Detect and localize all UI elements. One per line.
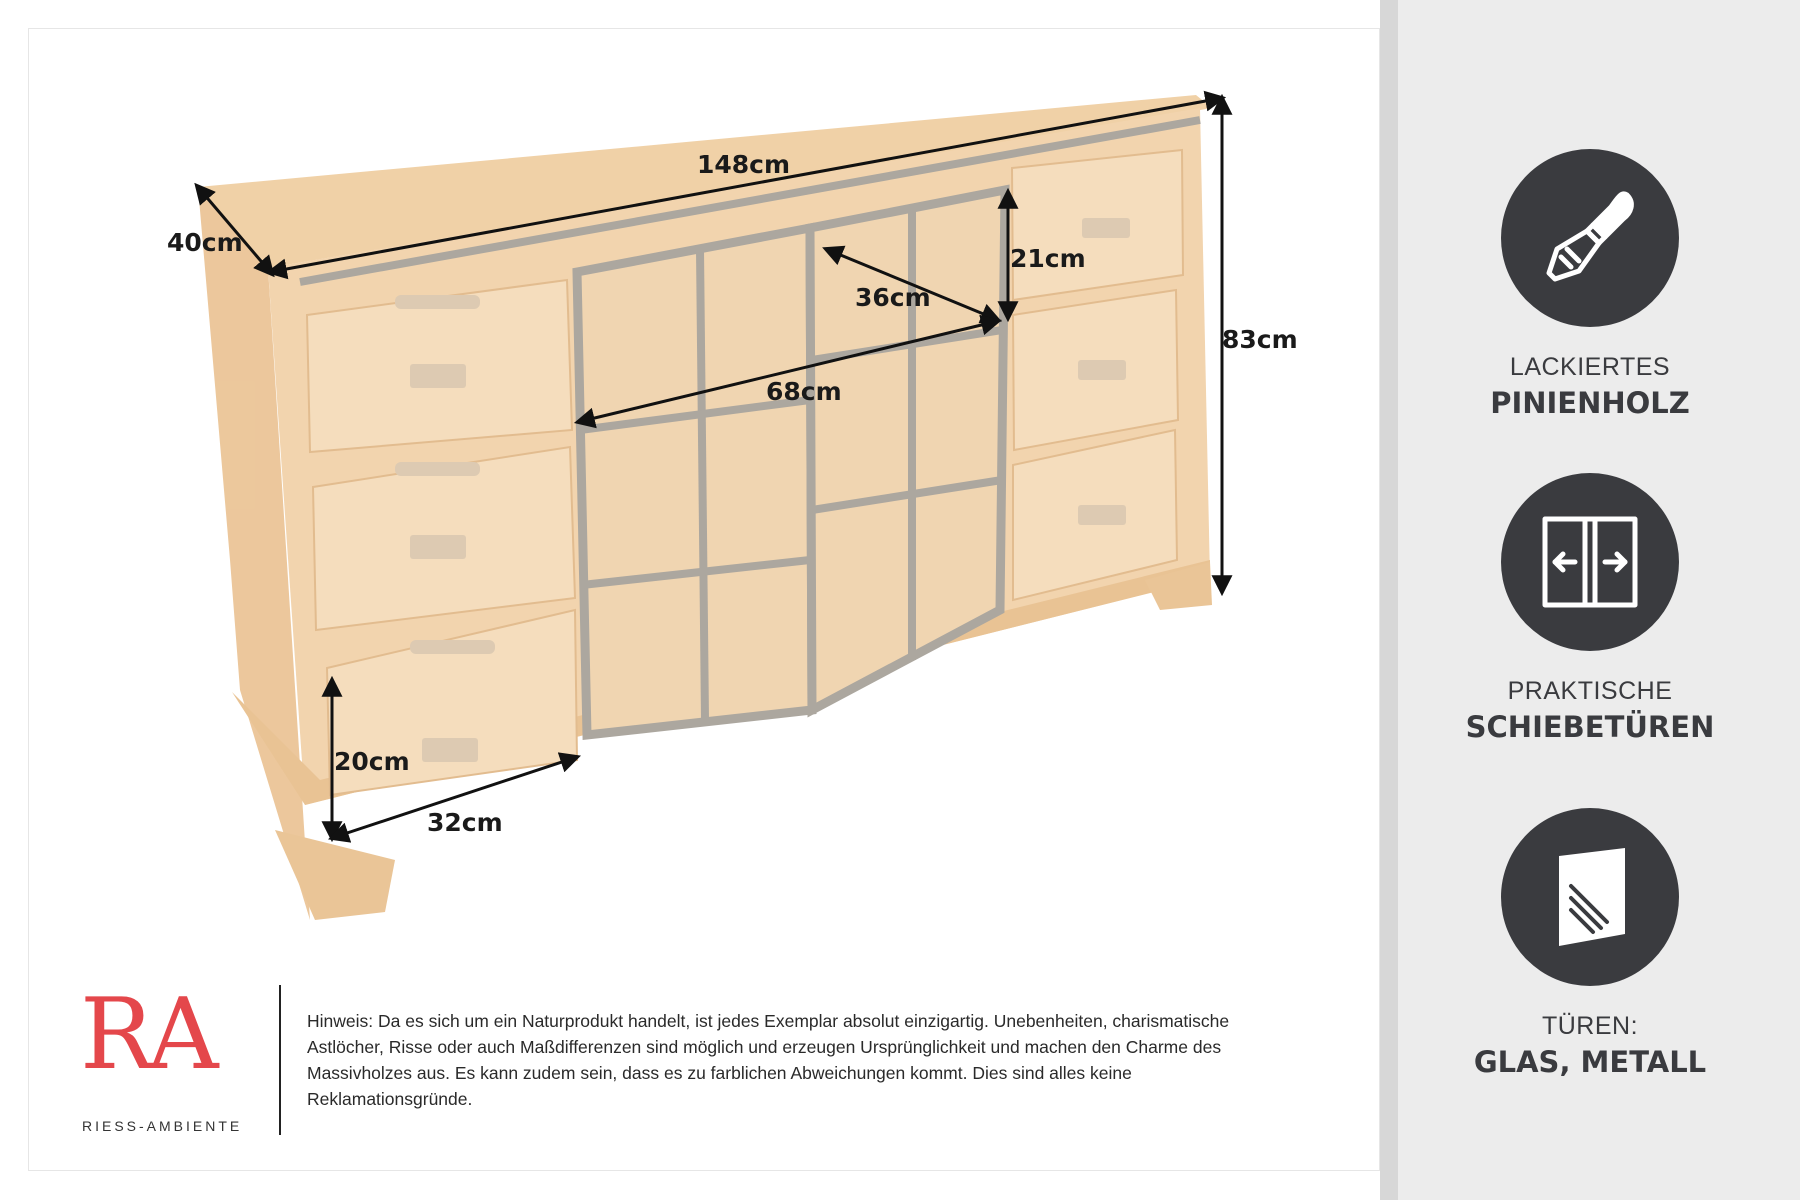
feature-material-line2: PINIENHOLZ bbox=[1490, 386, 1690, 420]
drawer-width-label: 32cm bbox=[427, 808, 503, 837]
drawer-height-label: 20cm bbox=[334, 747, 410, 776]
note-divider bbox=[279, 985, 281, 1135]
feature-glass-line1: TÜREN: bbox=[1541, 1012, 1639, 1040]
compartment-depth-label: 36cm bbox=[855, 283, 931, 312]
sideboard bbox=[198, 95, 1212, 920]
paint-brush-icon bbox=[1535, 183, 1645, 293]
feature-glass-circle bbox=[1501, 808, 1679, 986]
feature-doors-line1: PRAKTISCHE bbox=[1507, 677, 1673, 705]
feature-material-line1: LACKIERTES bbox=[1509, 353, 1671, 381]
depth-label: 40cm bbox=[167, 228, 243, 257]
feature-doors-circle bbox=[1501, 473, 1679, 651]
glass-pane-icon bbox=[1535, 842, 1645, 952]
feature-material-circle bbox=[1501, 149, 1679, 327]
sliding-glass-doors bbox=[577, 190, 1005, 735]
height-label: 83cm bbox=[1222, 325, 1298, 354]
feature-glass bbox=[1380, 808, 1800, 1079]
feature-glass-line2: GLAS, METALL bbox=[1473, 1045, 1707, 1079]
sideboard-foot-left bbox=[275, 830, 395, 920]
compartment-height-label: 21cm bbox=[1010, 244, 1086, 273]
feature-material bbox=[1380, 149, 1800, 420]
width-label: 148cm bbox=[697, 150, 791, 179]
feature-doors-line2: SCHIEBETÜREN bbox=[1465, 710, 1715, 744]
disclaimer-note: Hinweis: Da es sich um ein Naturprodukt handelt, ist jedes Exemplar absolut einzigartig. Unebenheiten, charismatische Astlöcher, Risse oder auch Maßdifferenzen sind möglich und erzeugen Ursprünglichkeit und machen den Charme des Massivholzes aus. Es kann zudem sein, dass es zu farblichen Abweichungen kommt. Dies sind alles keine Reklamationsgründe. bbox=[307, 1011, 1230, 1109]
door-width-label: 68cm bbox=[766, 377, 842, 406]
feature-doors bbox=[1380, 473, 1800, 744]
brand-name: RIESS-AMBIENTE bbox=[82, 1118, 243, 1134]
brand-logo: RA bbox=[80, 978, 213, 1092]
sliding-doors-icon bbox=[1535, 507, 1645, 617]
